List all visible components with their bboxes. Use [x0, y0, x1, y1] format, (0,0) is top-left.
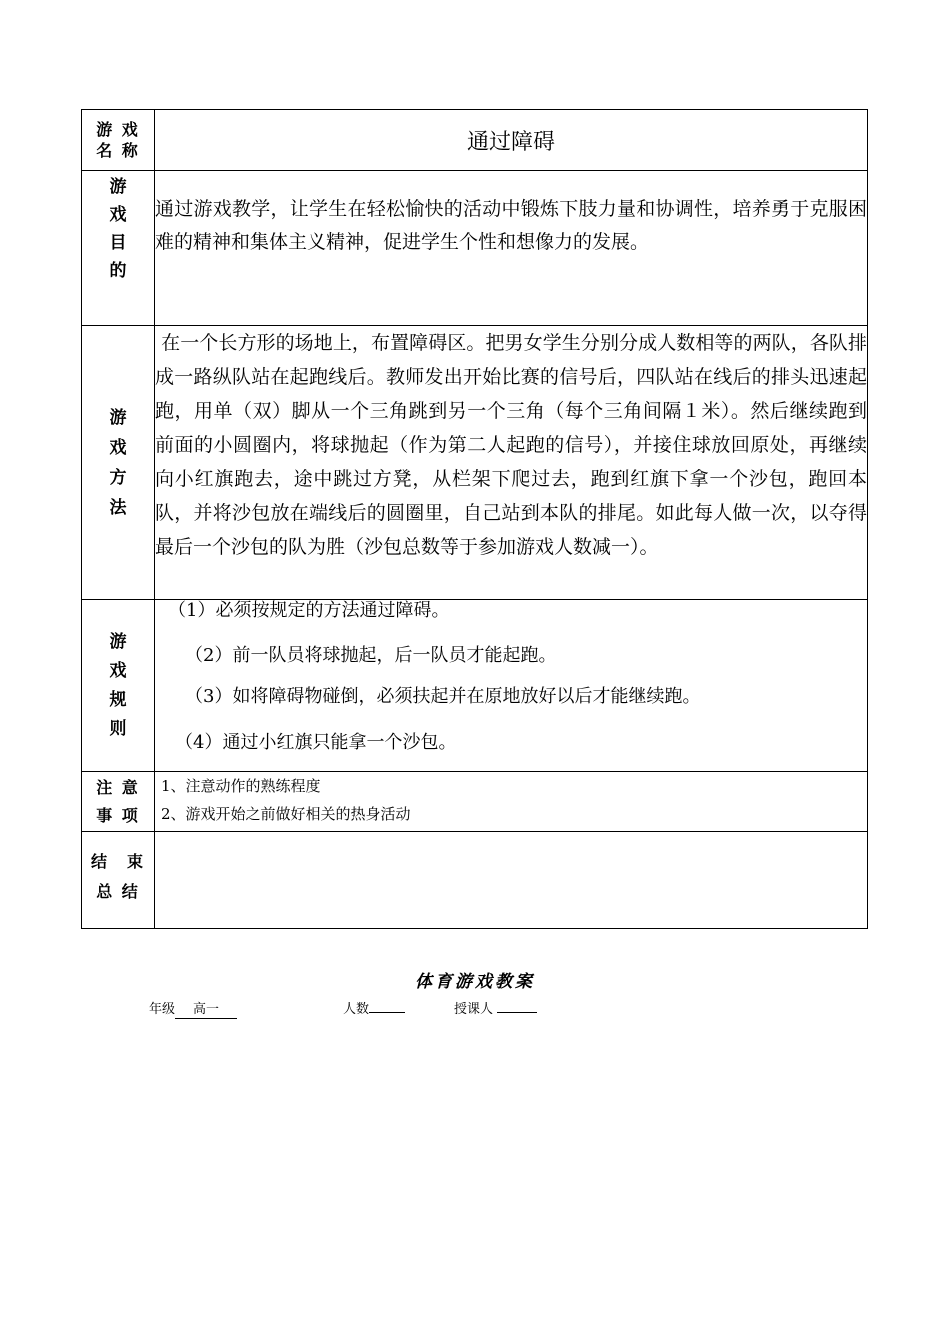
summary-text — [155, 832, 868, 929]
label-line: 游 戏 — [96, 120, 140, 139]
count-value — [369, 1012, 405, 1013]
label-char: 法 — [109, 497, 127, 518]
label-char: 游 — [109, 631, 127, 652]
label-summary — [82, 832, 155, 929]
label-line: 名 称 — [96, 141, 140, 160]
label-char: 戏 — [109, 660, 127, 681]
row-rules — [82, 600, 868, 772]
row-purpose — [82, 171, 868, 326]
rule-item: （1）必须按规定的方法通过障碍。 — [168, 600, 450, 621]
rule-item: （4）通过小红旗只能拿一个沙包。 — [175, 732, 457, 753]
label-char: 的 — [109, 261, 127, 281]
row-game-name — [82, 110, 868, 171]
game-name-value: 通过障碍 — [155, 110, 868, 171]
label-method — [82, 326, 155, 600]
label-notes — [82, 772, 155, 832]
row-notes — [82, 772, 868, 832]
label-line: 事 项 — [96, 805, 140, 825]
method-text: 在一个长方形的场地上，布置障碍区。把男女学生分别分成人数相等的两队，各队排成一路纵队站在起跑线后。教师发出开始比赛的信号后，四队站在线后的排头迅速起跑，用单（双）脚从一个三角跳到另一个三角（每个三角间隔１米）。然后继续跑到前面的小圆圈内，将球抛起（作为第二人起跑的信号），并接住球放回原处，再继续向小红旗跑去，途中跳过方凳，从栏架下爬过去，跑到红旗下拿一个沙包，跑回本队，并将沙包放在端线后的圆圈里，自己站到本队的排尾。如此每人做一次，以夺得最后一个沙包的队为胜（沙包总数等于参加游戏人数减一）。 — [155, 326, 868, 600]
footer-title: 体育游戏教案 — [415, 972, 535, 992]
label-char: 游 — [109, 407, 127, 428]
grade-field — [149, 998, 237, 1019]
label-game-name — [82, 110, 155, 171]
purpose-text: 通过游戏教学，让学生在轻松愉快的活动中锻炼下肢力量和协调性，培养勇于克服困难的精神和集体主义精神，促进学生个性和想像力的发展。 — [155, 171, 868, 326]
label-line: 结 束 — [90, 852, 145, 871]
grade-value: 高一 — [175, 1002, 237, 1019]
grade-label: 年级 — [149, 1002, 176, 1017]
rule-item: （3）如将障碍物碰倒，必须扶起并在原地放好以后才能继续跑。 — [185, 686, 701, 707]
teacher-label: 授课人 — [454, 1002, 494, 1017]
label-char: 戏 — [109, 437, 127, 458]
label-rules — [82, 600, 155, 772]
label-purpose — [82, 171, 155, 326]
note-item: 1、注意动作的熟练程度 — [161, 777, 321, 795]
teacher-value — [497, 1012, 537, 1013]
note-item: 2、游戏开始之前做好相关的热身活动 — [161, 805, 411, 823]
row-summary — [82, 832, 868, 929]
lesson-plan-table — [81, 109, 868, 929]
label-char: 目 — [109, 233, 127, 253]
label-char: 戏 — [109, 205, 127, 225]
count-label: 人数 — [343, 1002, 370, 1017]
label-char: 则 — [109, 718, 127, 739]
count-field — [343, 998, 405, 1017]
row-method — [82, 326, 868, 600]
rule-item: （2）前一队员将球抛起，后一队员才能起跑。 — [185, 645, 557, 666]
label-char: 方 — [109, 467, 127, 488]
label-line: 总 结 — [96, 882, 140, 901]
teacher-field — [454, 998, 537, 1017]
label-line: 注 意 — [96, 777, 140, 797]
rules-cell — [155, 600, 868, 772]
label-char: 规 — [109, 689, 127, 710]
label-char: 游 — [109, 177, 127, 197]
notes-cell — [155, 772, 868, 832]
